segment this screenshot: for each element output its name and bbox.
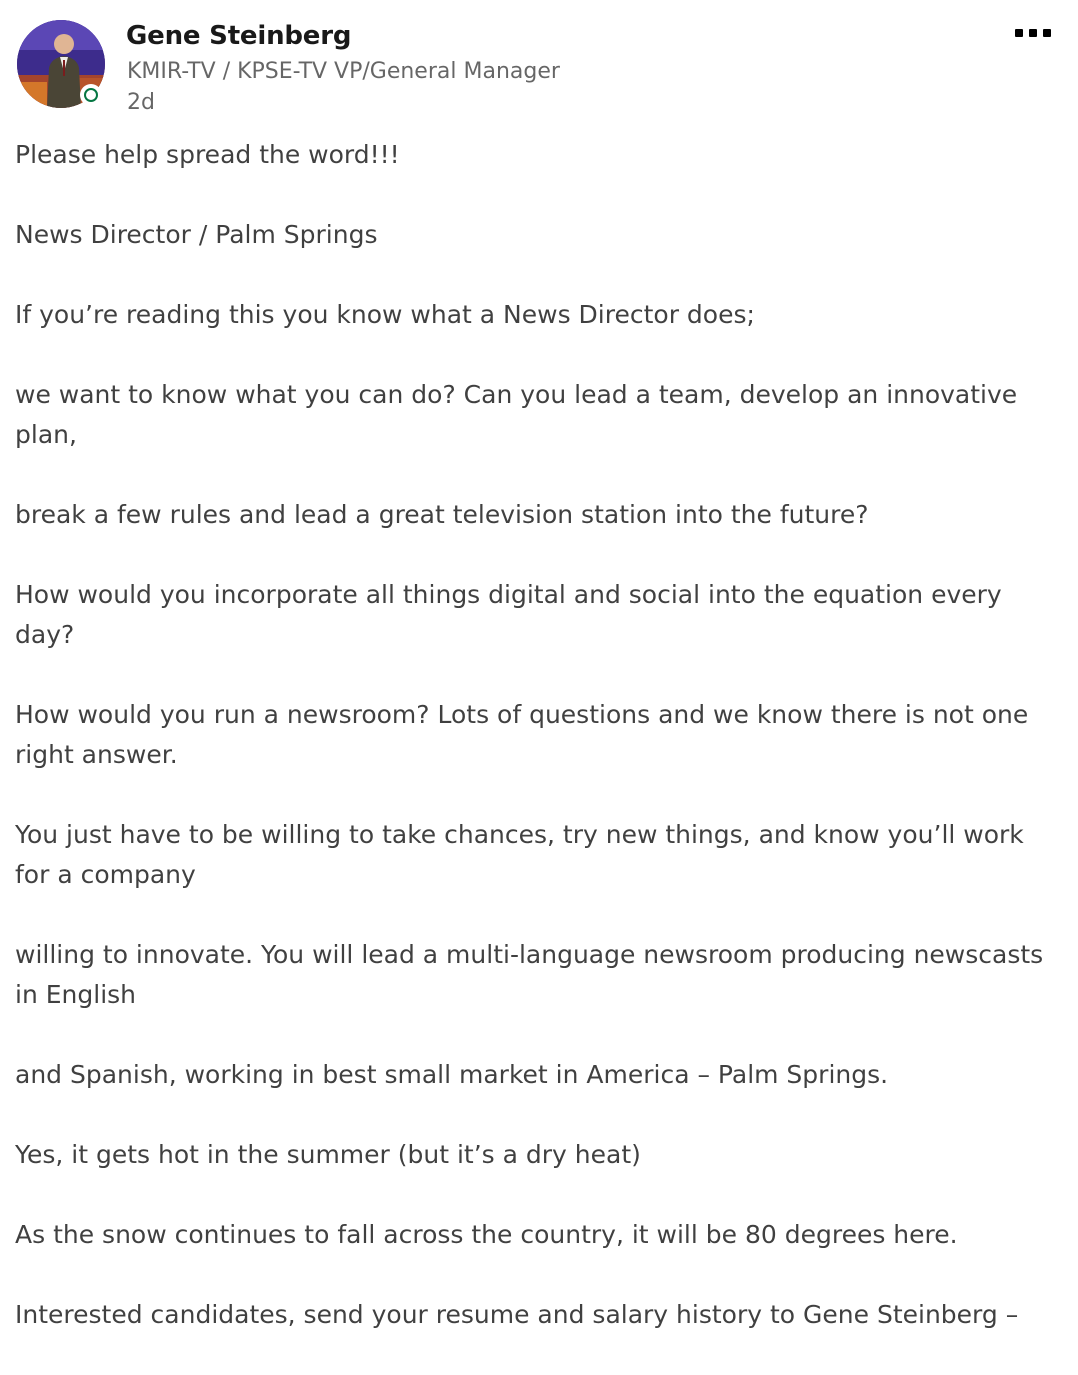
- post-paragraph: News Director / Palm Springs: [15, 220, 378, 249]
- online-status-icon: [80, 84, 102, 106]
- avatar[interactable]: [17, 20, 108, 111]
- post-paragraph: How would you incorporate all things digital and social into the equation every day?: [15, 580, 1002, 649]
- post-paragraph: willing to innovate. You will lead a multi-language newsroom producing newscasts in English: [15, 940, 1044, 1009]
- post-paragraph: we want to know what you can do? Can you lead a team, develop an innovative plan,: [15, 380, 1018, 449]
- post-paragraph: break a few rules and lead a great television station into the future?: [15, 500, 869, 529]
- post-paragraph: Please help spread the word!!!: [15, 140, 400, 169]
- ellipsis-icon: [1029, 29, 1037, 37]
- more-options-button[interactable]: [1009, 22, 1057, 44]
- ellipsis-icon: [1043, 29, 1051, 37]
- author-name[interactable]: Gene Steinberg: [126, 21, 352, 51]
- post-paragraph: How would you run a newsroom? Lots of questions and we know there is not one right answer.: [15, 700, 1029, 769]
- post-paragraph: You just have to be willing to take chances, try new things, and know you’ll work for a company: [15, 820, 1024, 889]
- ellipsis-icon: [1015, 29, 1023, 37]
- post-timestamp: 2d: [127, 90, 155, 115]
- post-paragraph: Interested candidates, send your resume and salary history to Gene Steinberg –: [15, 1300, 1019, 1329]
- author-headline: KMIR-TV / KPSE-TV VP/General Manager: [127, 59, 560, 84]
- post-body: [15, 135, 1065, 1375]
- post-paragraph: As the snow continues to fall across the country, it will be 80 degrees here.: [15, 1220, 958, 1249]
- post-paragraph: Yes, it gets hot in the summer (but it’s a dry heat): [15, 1140, 641, 1169]
- post-header: [17, 20, 1067, 120]
- post-paragraph: If you’re reading this you know what a News Director does;: [15, 300, 755, 329]
- post-paragraph: and Spanish, working in best small market in America – Palm Springs.: [15, 1060, 889, 1089]
